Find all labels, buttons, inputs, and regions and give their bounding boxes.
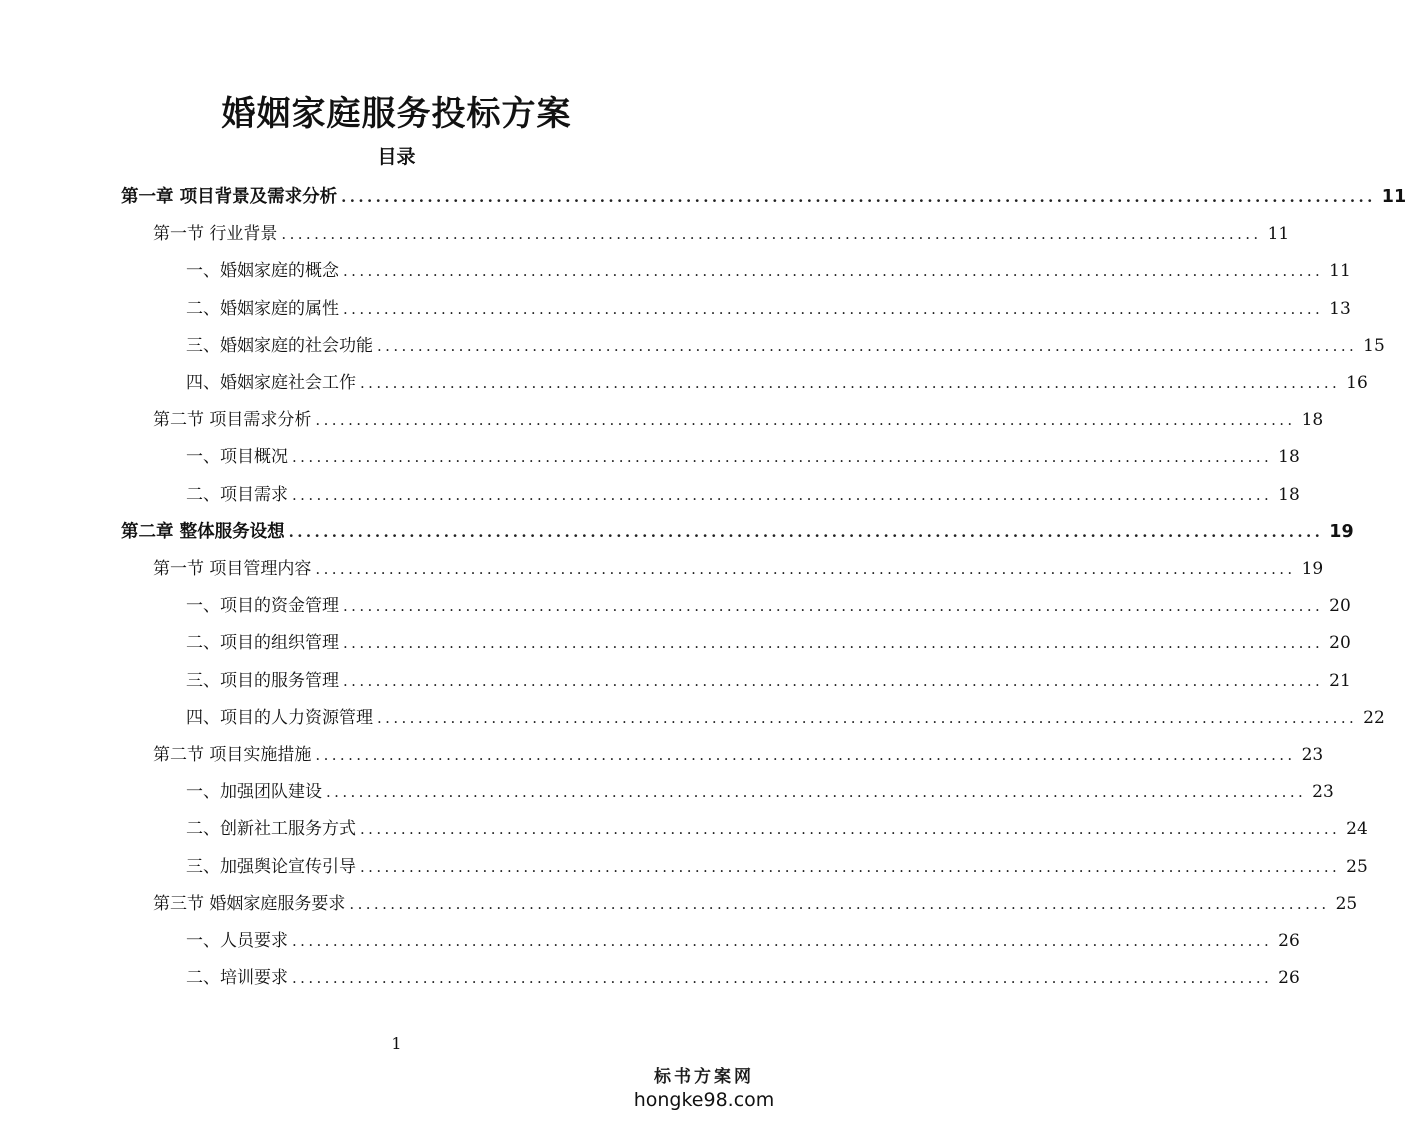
toc-subsection-entry[interactable]	[186, 369, 1368, 397]
toc-subsection-entry[interactable]	[186, 667, 1351, 695]
toc-dot-leader: ........................................................................................................................	[292, 448, 1273, 466]
toc-subsection-entry[interactable]	[186, 257, 1351, 285]
toc-section-entry[interactable]	[153, 741, 1324, 769]
toc-dot-leader: ........................................................................................................................	[343, 300, 1324, 318]
toc-subsection-entry[interactable]	[186, 629, 1351, 657]
toc-entry-title: 三、婚姻家庭的社会功能	[186, 336, 373, 356]
toc-entry-title: 第一章 项目背景及需求分析	[121, 187, 338, 207]
toc-entry-page: 16	[1346, 373, 1368, 393]
toc-section-entry[interactable]	[153, 555, 1324, 583]
toc-subsection-entry[interactable]	[186, 443, 1300, 471]
toc-dot-leader: ........................................................................................................................	[292, 932, 1273, 950]
toc-entry-page: 13	[1329, 299, 1351, 319]
toc-dot-leader: ........................................................................................................................	[326, 783, 1307, 801]
toc-dot-leader: ........................................................................................................................	[281, 225, 1262, 243]
toc-entry-title: 一、项目的资金管理	[186, 596, 339, 616]
toc-entry-page: 23	[1301, 745, 1324, 765]
toc-heading: 目录	[377, 146, 416, 168]
toc-dot-leader: ........................................................................................................................	[377, 709, 1358, 727]
toc-dot-leader: ........................................................................................................................	[315, 411, 1296, 429]
toc-entry-title: 一、婚姻家庭的概念	[186, 261, 339, 281]
toc-dot-leader: ........................................................................................................................	[377, 337, 1358, 355]
page-number: 1	[391, 1034, 402, 1053]
toc-subsection-entry[interactable]	[186, 927, 1300, 955]
toc-entry-page: 26	[1278, 931, 1300, 951]
toc-entry-title: 二、项目需求	[186, 485, 288, 505]
toc-dot-leader: ........................................................................................................................	[349, 895, 1330, 913]
toc-dot-leader: ........................................................................................................................	[292, 486, 1273, 504]
toc-entry-title: 第二节 项目需求分析	[153, 410, 312, 430]
toc-entry-title: 四、项目的人力资源管理	[186, 708, 373, 728]
watermark-brand: 标书方案网	[654, 1067, 754, 1087]
toc-subsection-entry[interactable]	[186, 964, 1300, 992]
toc-entry-page: 22	[1363, 708, 1385, 728]
toc-entry-page: 26	[1278, 968, 1300, 988]
toc-subsection-entry[interactable]	[186, 815, 1368, 843]
toc-subsection-entry[interactable]	[186, 332, 1385, 360]
toc-entry-page: 18	[1278, 447, 1300, 467]
toc-dot-leader: ........................................................................................................................	[343, 672, 1324, 690]
toc-subsection-entry[interactable]	[186, 778, 1334, 806]
toc-entry-page: 21	[1329, 671, 1351, 691]
toc-entry-page: 19	[1301, 559, 1324, 579]
toc-dot-leader: ........................................................................................................................	[288, 523, 1324, 541]
toc-entry-title: 四、婚姻家庭社会工作	[186, 373, 356, 393]
toc-dot-leader: ........................................................................................................................	[360, 820, 1341, 838]
toc-entry-title: 第一节 行业背景	[153, 224, 278, 244]
toc-entry-page: 11	[1267, 224, 1290, 244]
toc-entry-page: 11	[1381, 187, 1406, 207]
toc-entry-page: 25	[1346, 857, 1368, 877]
toc-entry-title: 一、加强团队建设	[186, 782, 322, 802]
toc-entry-title: 第一节 项目管理内容	[153, 559, 312, 579]
toc-entry-title: 第三节 婚姻家庭服务要求	[153, 894, 346, 914]
toc-entry-page: 25	[1335, 894, 1358, 914]
toc-subsection-entry[interactable]	[186, 704, 1385, 732]
toc-entry-page: 11	[1329, 261, 1351, 281]
toc-entry-title: 一、项目概况	[186, 447, 288, 467]
toc-entry-title: 二、婚姻家庭的属性	[186, 299, 339, 319]
toc-dot-leader: ........................................................................................................................	[360, 374, 1341, 392]
toc-entry-title: 二、项目的组织管理	[186, 633, 339, 653]
toc-entry-page: 15	[1363, 336, 1385, 356]
watermark-domain: hongke98.com	[633, 1089, 775, 1111]
toc-entry-title: 第二章 整体服务设想	[121, 522, 285, 542]
toc-section-entry[interactable]	[153, 890, 1358, 918]
watermark-logo	[629, 1066, 779, 1112]
toc-entry-title: 二、创新社工服务方式	[186, 819, 356, 839]
toc-dot-leader: ........................................................................................................................	[343, 262, 1324, 280]
toc-entry-title: 一、人员要求	[186, 931, 288, 951]
toc-chapter-entry[interactable]	[121, 183, 1406, 211]
toc-entry-page: 18	[1301, 410, 1324, 430]
toc-entry-title: 二、培训要求	[186, 968, 288, 988]
toc-entry-page: 20	[1329, 596, 1351, 616]
toc-dot-leader: ........................................................................................................................	[341, 188, 1376, 206]
toc-subsection-entry[interactable]	[186, 853, 1368, 881]
toc-entry-page: 24	[1346, 819, 1368, 839]
toc-chapter-entry[interactable]	[121, 518, 1354, 546]
toc-dot-leader: ........................................................................................................................	[343, 597, 1324, 615]
toc-entry-title: 三、加强舆论宣传引导	[186, 857, 356, 877]
toc-dot-leader: ........................................................................................................................	[292, 969, 1273, 987]
toc-dot-leader: ........................................................................................................................	[360, 858, 1341, 876]
toc-entry-page: 18	[1278, 485, 1300, 505]
toc-entry-title: 三、项目的服务管理	[186, 671, 339, 691]
document-title: 婚姻家庭服务投标方案	[221, 94, 572, 134]
toc-dot-leader: ........................................................................................................................	[343, 634, 1324, 652]
toc-subsection-entry[interactable]	[186, 481, 1300, 509]
toc-entry-page: 20	[1329, 633, 1351, 653]
toc-dot-leader: ........................................................................................................................	[315, 560, 1296, 578]
toc-entry-title: 第二节 项目实施措施	[153, 745, 312, 765]
toc-section-entry[interactable]	[153, 406, 1324, 434]
toc-entry-page: 23	[1312, 782, 1334, 802]
toc-entry-page: 19	[1329, 522, 1354, 542]
toc-subsection-entry[interactable]	[186, 592, 1351, 620]
toc-section-entry[interactable]	[153, 220, 1290, 248]
toc-subsection-entry[interactable]	[186, 295, 1351, 323]
toc-dot-leader: ........................................................................................................................	[315, 746, 1296, 764]
